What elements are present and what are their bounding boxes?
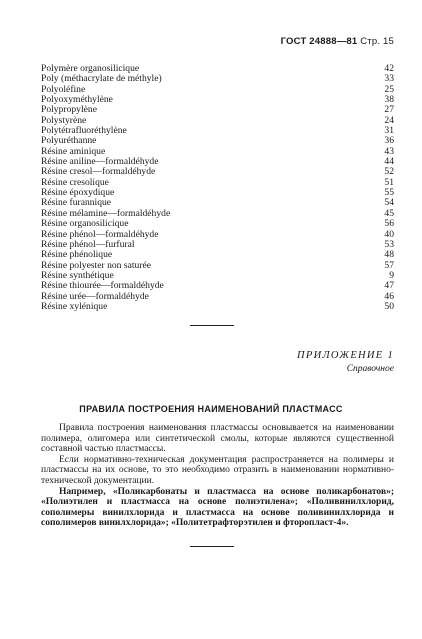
- index-term: Résine cresolique: [41, 176, 109, 188]
- index-page-number: 56: [384, 218, 394, 230]
- index-term: Poly (méthacrylate de méthyle): [41, 73, 162, 85]
- index-term: Polyoxyméthylène: [41, 94, 113, 106]
- index-term: Polypropylène: [41, 104, 97, 116]
- separator-rule: [190, 325, 234, 326]
- index-term: Résine mélamine—formaldéhyde: [41, 207, 171, 219]
- index-term: Résine xylénique: [41, 300, 108, 312]
- index-term: Résine synthétique: [41, 269, 114, 281]
- index-entry: [41, 105, 394, 115]
- index-term: Polyuréthanne: [41, 135, 97, 147]
- index-term: Polymère organosilicique: [41, 63, 140, 74]
- index-term: Résine furannique: [41, 197, 112, 209]
- index-page-number: 9: [389, 269, 394, 281]
- standard-number: ГОСТ 24888—81: [280, 36, 358, 47]
- index-page-number: 50: [384, 300, 394, 312]
- term-index-list: [41, 64, 394, 312]
- index-page-number: 27: [384, 104, 394, 116]
- index-page-number: 43: [384, 145, 394, 157]
- end-rule: [190, 546, 234, 547]
- index-page-number: 25: [384, 83, 394, 95]
- index-entry: [41, 219, 394, 229]
- index-page-number: 46: [384, 290, 394, 302]
- index-term: Polyoléfine: [41, 83, 86, 95]
- index-term: Résine phénol—formaldéhyde: [41, 228, 159, 240]
- index-page-number: 53: [384, 238, 394, 250]
- page-header: [281, 36, 394, 47]
- index-term: Résine époxydique: [41, 187, 115, 199]
- index-entry: [41, 281, 394, 291]
- index-term: Résine phénol—furfural: [41, 238, 135, 250]
- index-term: Résine thiourée—formaldéhyde: [41, 280, 164, 292]
- page-number: Стр. 15: [360, 36, 394, 47]
- index-page-number: 51: [384, 176, 394, 188]
- index-page-number: 24: [384, 114, 394, 126]
- example-paragraph: Например, «Поликарбонаты и пластмасса на основе поликарбонатов»; «Полиэтилен и пластмасса на основе полиэтилена»; «Поливинилхлорид, сополимеры винилхлорида и пластмасса на основе поливинилхлорида и сополимеров винилхлорида»; «Политетрафторэтилен и фторопласт-4».: [41, 486, 394, 529]
- appendix-subtitle: Справочное: [346, 364, 394, 374]
- index-entry: [41, 250, 394, 260]
- body-text: [41, 423, 394, 529]
- index-page-number: 42: [384, 63, 394, 74]
- index-page-number: 36: [384, 135, 394, 147]
- index-term: Résine urée—formaldéhyde: [41, 290, 149, 302]
- index-term: Résine phénolique: [41, 249, 113, 261]
- index-page-number: 48: [384, 249, 394, 261]
- index-page-number: 54: [384, 197, 394, 209]
- index-page-number: 31: [384, 125, 394, 137]
- index-term: Résine aminique: [41, 145, 106, 157]
- index-page-number: 38: [384, 94, 394, 106]
- paragraph: Правила построения наименования пластмассы основывается на наименовании полимера, олигомера или синтетической смолы, которые являются существенной составной частью пластмассы.: [41, 423, 394, 455]
- index-page-number: 55: [384, 187, 394, 199]
- index-term: Résine organosilicique: [41, 218, 129, 230]
- appendix-heading: [297, 349, 394, 376]
- index-page-number: 45: [384, 207, 394, 219]
- appendix-title: ПРИЛОЖЕНИЕ 1: [297, 350, 394, 361]
- section-title: ПРАВИЛА ПОСТРОЕНИЯ НАИМЕНОВАНИЙ ПЛАСТМАСС: [79, 404, 343, 414]
- index-page-number: 57: [384, 259, 394, 271]
- index-term: Polytétrafluoréthylène: [41, 125, 127, 137]
- index-term: Résine aniline—formaldéhyde: [41, 156, 159, 168]
- index-term: Polystyrène: [41, 114, 87, 126]
- index-entry: [41, 302, 394, 312]
- index-page-number: 44: [384, 156, 394, 168]
- index-page-number: 40: [384, 228, 394, 240]
- index-page-number: 33: [384, 73, 394, 85]
- index-page-number: 52: [384, 166, 394, 178]
- index-term: Résine cresol—formaldéhyde: [41, 166, 156, 178]
- index-term: Résine polyester non saturée: [41, 259, 152, 271]
- index-entry: [41, 74, 394, 84]
- paragraph: Если нормативно-техническая документация распространяется на полимеры и пластмассы на их основе, то это необходимо отразить в наименовании нормативно-технической документации.: [41, 454, 394, 486]
- index-page-number: 47: [384, 280, 394, 292]
